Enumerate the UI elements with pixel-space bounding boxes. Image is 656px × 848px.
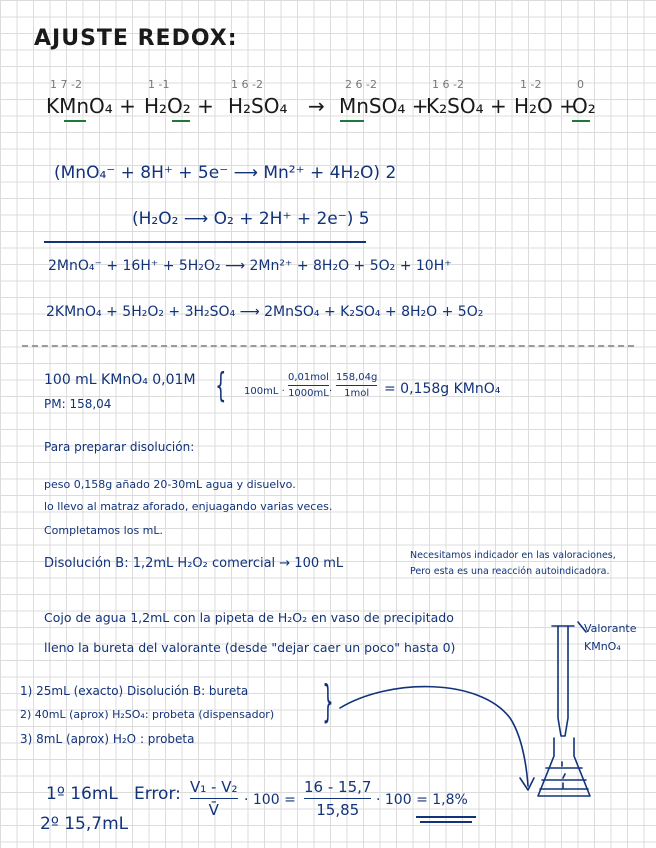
underline-o-product [572,120,590,122]
term-h2o2: H₂O₂ + [144,94,214,118]
error-label: Error: [134,784,181,804]
indicator-note-2: Pero esta es una reacción autoindicadora. [410,566,610,577]
preparation-line-3: Completamos los mL. [44,524,164,537]
term-kmno4: KMnO₄ + [46,94,136,118]
titration-diagram [330,608,630,818]
term-mnso4: MnSO₄ + [339,94,429,118]
curly-brace: { [215,366,227,406]
ox-h2o: 1 -2 [520,78,542,91]
half-reaction-oxidation: (H₂O₂ ⟶ O₂ + 2H⁺ + 2e⁻) 5 [132,209,370,229]
ox-o2: 0 [577,78,584,91]
dilution-b: Disolución B: 1,2mL H₂O₂ comercial → 100 mL [44,556,344,571]
preparation-line-1: peso 0,158g añado 20-30mL agua y disuelvo. [44,478,296,491]
result-first: 1º 16mL [46,784,118,804]
ox-h2so4: 1 6 -2 [231,78,263,91]
frac2-bar [336,385,377,386]
step-2: 2) 40mL (aprox) H₂SO₄: probeta (dispensador) [20,708,275,721]
molecular-equation: 2KMnO₄ + 5H₂O₂ + 3H₂SO₄ ⟶ 2MnSO₄ + K₂SO₄ + 8H₂O + 5O₂ [46,304,484,320]
calc-den: 15,85 [316,801,360,819]
underline-o-reactant [172,120,190,122]
ionic-equation: 2MnO₄⁻ + 16H⁺ + 5H₂O₂ ⟶ 2Mn²⁺ + 8H₂O + 5O₂ + 10H⁺ [48,258,452,274]
procedure-line-2: lleno la bureta del valorante (desde "dejar caer un poco" hasta 0) [44,640,456,655]
ox-mnso4: 2 6 -2 [345,78,377,91]
ox-h2o2: 1 -1 [148,78,170,91]
steps-brace: } [322,676,334,727]
frac1-den: 1000mL [288,388,329,399]
half-reaction-reduction: (MnO₄⁻ + 8H⁺ + 5e⁻ ⟶ Mn²⁺ + 4H₂O) 2 [54,163,397,183]
result-underline-2 [420,821,472,823]
procedure-line-1: Cojo de agua 1,2mL con la pipeta de H₂O₂ en vaso de precipitado [44,610,454,625]
term-k2so4: K₂SO₄ + [426,94,507,118]
step-1: 1) 25mL (exacto) Disolución B: bureta [20,684,249,698]
page-title: AJUSTE REDOX: [34,26,238,51]
preparation-heading: Para preparar disolución: [44,440,195,454]
calc-result: = 0,158g KMnO₄ [384,381,501,397]
formula-den: V̄ [208,801,219,819]
arrow: → [308,94,325,118]
titrant-label: Valorante [584,622,637,635]
preparation-line-2: lo llevo al matraz aforado, enjuagando varias veces. [44,500,333,513]
underline-mn-product [340,120,364,122]
titrant-formula: KMnO₄ [584,640,621,653]
ox-kmno4: 1 7 -2 [50,78,82,91]
step-3: 3) 8mL (aprox) H₂O : probeta [20,732,195,746]
molar-mass: PM: 158,04 [44,397,112,411]
formula-bar [190,798,238,799]
frac2-den: 1mol [344,388,370,399]
calc-dot: · [329,386,333,397]
error-formula-fraction [190,778,238,819]
result-second: 2º 15,7mL [40,814,129,834]
ox-k2so4: 1 6 -2 [432,78,464,91]
frac1-num: 0,01mol [288,372,329,383]
underline-mn [64,120,86,122]
section-divider [22,345,634,347]
term-h2o: H₂O + [514,94,576,118]
error-result: · 100 = 1,8% [376,792,468,808]
formula-num: V₁ - V₂ [190,778,238,796]
error-calc-fraction [304,778,371,819]
sum-rule [44,241,366,243]
calc-num: 16 - 15,7 [304,778,372,796]
times-100-first: · 100 = [244,792,296,808]
frac2-num: 158,04g [336,372,378,383]
calc-lead: 100mL · [244,386,285,397]
fraction-concentration [288,372,329,399]
frac1-bar [288,385,329,386]
result-underline-1 [416,816,476,818]
solution-spec: 100 mL KMnO₄ 0,01M [44,372,196,388]
indicator-note-1: Necesitamos indicador en las valoraciones, [410,550,616,561]
fraction-molar-mass [336,372,377,399]
calc-bar [304,798,371,799]
term-o2: O₂ [572,94,596,118]
term-h2so4: H₂SO₄ [228,94,288,118]
